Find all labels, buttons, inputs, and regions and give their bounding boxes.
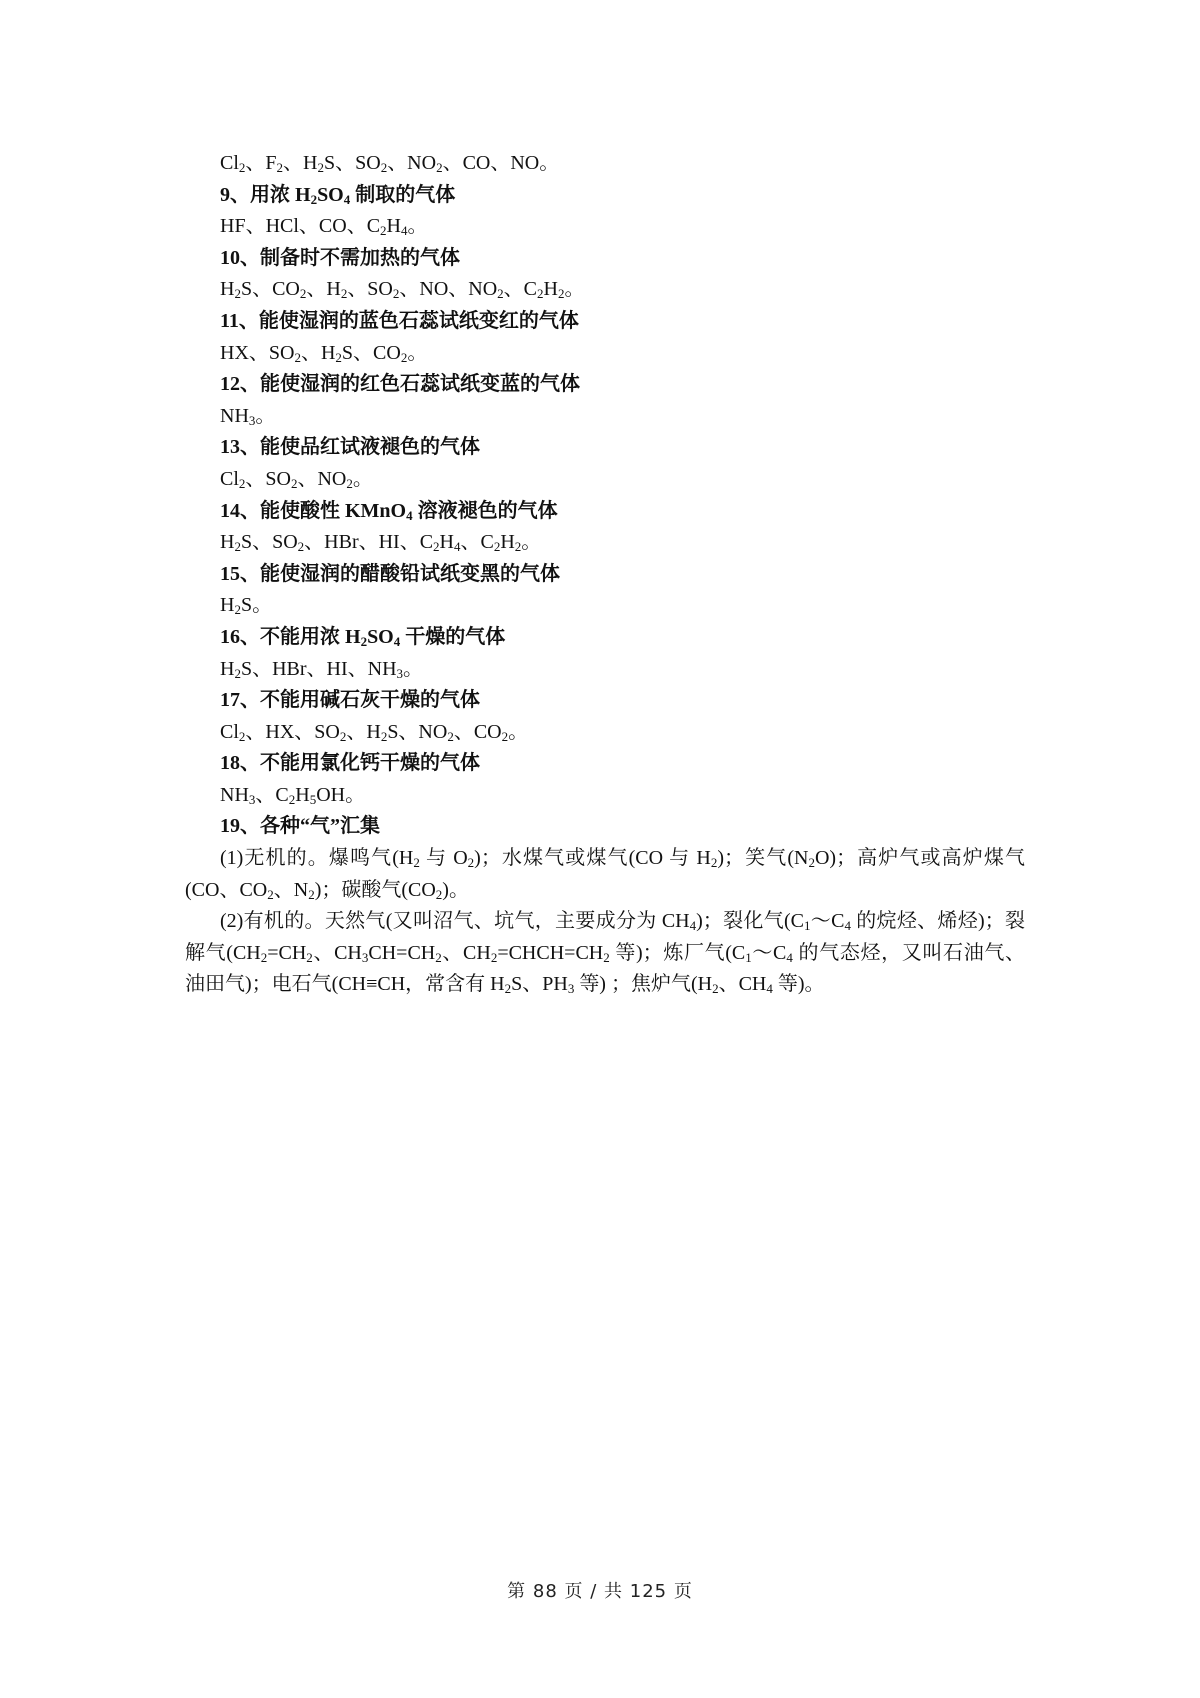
- section-heading: 10、制备时不需加热的气体: [220, 246, 460, 269]
- formula-line: $Cl_2$、$SO_2$、$NO_2$。: [220, 467, 373, 491]
- formula-line: $H_2S$。: [220, 594, 273, 618]
- formula-line: HF、HCl、CO、$C_2H_4$。: [220, 215, 428, 239]
- section-heading: 9、用浓 $H_2SO_4$ 制取的气体: [220, 183, 456, 207]
- section-heading: 17、不能用碱石灰干燥的气体: [220, 689, 480, 712]
- section-heading: 13、能使品红试液褪色的气体: [220, 436, 480, 459]
- formula-line: $NH_3$。: [220, 404, 276, 428]
- formula-line: $NH_3$、$C_2H_5OH$。: [220, 783, 366, 807]
- page-number-footer: 第 88 页 / 共 125 页: [507, 1581, 693, 1602]
- formula-line: $Cl_2$、HX、$SO_2$、$H_2S$、$NO_2$、$CO_2$。: [220, 720, 529, 744]
- formula-line: HX、$SO_2$、$H_2S$、$CO_2$。: [220, 341, 428, 365]
- paragraph: (2)有机的。天然气(又叫沼气、坑气，主要成分为 $CH_4$)；裂化气($C_1\sim C_4$ 的烷烃、烯烃)；裂解气($CH_2=CH_2$、$CH_3CH=CH_2$、$CH_2=CHCH=CH_2$ 等)；炼厂气($C_1\sim C_4$ 的气态烃，又叫石油气、油田气)；电石气(CH≡CH，常含有 $H_2S$、$PH_3$ 等) ；焦炉气($H_2$、$CH_4$ 等)。: [185, 910, 1025, 997]
- section-heading: 16、不能用浓 $H_2SO_4$ 干燥的气体: [220, 625, 506, 649]
- section-heading: 14、能使酸性 KMnO$_4$ 溶液褪色的气体: [220, 499, 558, 523]
- section-heading: 11、能使湿润的蓝色石蕊试纸变红的气体: [220, 309, 579, 332]
- paragraph: (1)无机的。爆鸣气($H_2$ 与 $O_2$)；水煤气或煤气(CO 与 $H_2$)；笑气$(N_2O)$；高炉气或高炉煤气(CO、$CO_2$、$N_2$)；碳酸气$(CO_2)$。: [185, 847, 1025, 902]
- formula-line: $Cl_2$、$F_2$、$H_2S$、$SO_2$、$NO_2$、CO、NO。: [220, 152, 560, 175]
- section-heading: 12、能使湿润的红色石蕊试纸变蓝的气体: [220, 373, 580, 396]
- document-body: [185, 148, 1025, 1001]
- formula-line: $H_2S$、$CO_2$、$H_2$、$SO_2$、NO、$NO_2$、$C_2H_2$。: [220, 278, 585, 302]
- formula-line: $H_2S$、HBr、HI、$NH_3$。: [220, 657, 424, 681]
- section-heading: 18、不能用氯化钙干燥的气体: [220, 752, 480, 775]
- section-heading: 19、各种“气”汇集: [220, 815, 380, 838]
- formula-line: $H_2S$、$SO_2$、HBr、HI、$C_2H_4$、$C_2H_2$。: [220, 531, 542, 555]
- section-heading: 15、能使湿润的醋酸铅试纸变黑的气体: [220, 562, 560, 585]
